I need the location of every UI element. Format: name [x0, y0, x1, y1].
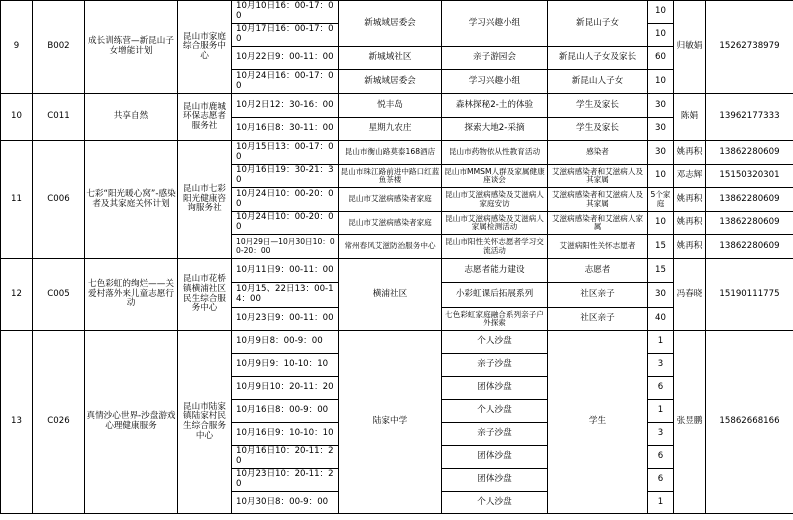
activity-time: 10月16日10：20-11：20	[232, 446, 339, 469]
project-title: 成长训练营—新昆山子女增能计划	[85, 1, 178, 94]
activity-content: 亲子沙盘	[442, 423, 548, 446]
contact-phone: 15150320301	[706, 165, 793, 188]
activity-content: 森林探秘2-土的体验	[442, 94, 548, 118]
activity-content: 团体沙盘	[442, 469, 548, 492]
activity-content: 学习兴趣小组	[442, 70, 548, 94]
activity-time: 10月22日9：00-11：00	[232, 47, 339, 70]
activity-time: 10月24日10：00-20：00	[232, 188, 339, 212]
project-title: 七彩“阳光暖心窝”-感染者及其家庭关怀计划	[85, 141, 178, 259]
row-number: 13	[1, 331, 33, 514]
activity-place: 星期九农庄	[339, 118, 442, 141]
organization: 昆山市陆家镇陆家村民生综合服务中心	[178, 331, 232, 514]
organization: 昆山市鹿城环保志愿者服务社	[178, 94, 232, 141]
participant-count: 3	[648, 354, 674, 377]
contact-person: 姚再积	[674, 235, 706, 259]
activity-target: 感染者	[548, 141, 648, 165]
activity-content: 七色彩虹家庭融合系列亲子户外探索	[442, 308, 548, 331]
row-number: 10	[1, 94, 33, 141]
contact-phone: 15262738979	[706, 1, 793, 94]
activity-target: 艾滋病感染者和艾滋病人家属	[548, 212, 648, 235]
contact-person: 邓志辉	[674, 165, 706, 188]
activity-place: 陆家中学	[339, 331, 442, 514]
activity-place: 新城域居委会	[339, 1, 442, 47]
row-number: 9	[1, 1, 33, 94]
activity-target: 艾滋病感染者和艾滋病人及其家属	[548, 188, 648, 212]
activity-target: 新昆山人子女	[548, 70, 648, 94]
activity-time: 10月23日9：00-11：00	[232, 308, 339, 331]
activity-content: 团体沙盘	[442, 446, 548, 469]
activity-content: 志愿者能力建设	[442, 259, 548, 283]
participant-count: 3	[648, 423, 674, 446]
row-number: 12	[1, 259, 33, 331]
activity-target: 志愿者	[548, 259, 648, 283]
activity-content: 学习兴趣小组	[442, 1, 548, 47]
participant-count: 15	[648, 259, 674, 283]
activity-time: 10月2日12：30-16：00	[232, 94, 339, 118]
activity-target: 艾滋病感染者和艾滋病人及其家属	[548, 165, 648, 188]
contact-phone: 13862280609	[706, 188, 793, 212]
activity-time: 10月15日13：00-17：00	[232, 141, 339, 165]
activity-target: 学生	[548, 331, 648, 514]
activity-content: 昆山市阳性关怀志愿者学习交流活动	[442, 235, 548, 259]
contact-person: 陈娟	[674, 94, 706, 141]
activity-time: 10月23日10：20-11：20	[232, 469, 339, 492]
participant-count: 6	[648, 377, 674, 400]
activity-time: 10月29日—10月30日10：00-20：00	[232, 235, 339, 259]
organization: 昆山市七彩阳光健康咨询服务社	[178, 141, 232, 259]
activity-time: 10月15、22日13：00-14：00	[232, 283, 339, 308]
participant-count: 30	[648, 94, 674, 118]
activity-time: 10月9日10：20-11：20	[232, 377, 339, 400]
activity-time: 10月11日9：00-11：00	[232, 259, 339, 283]
activity-place: 昆山市珠江路前进中路口红蓝鱼茶楼	[339, 165, 442, 188]
table-row	[1, 94, 793, 118]
project-code: C005	[33, 259, 85, 331]
participant-count: 15	[648, 235, 674, 259]
activity-content: 团体沙盘	[442, 377, 548, 400]
contact-phone: 15862668166	[706, 331, 793, 514]
table-row	[1, 1, 793, 24]
activity-content: 昆山市药物依从性教育活动	[442, 141, 548, 165]
activity-time: 10月9日8：00-9：00	[232, 331, 339, 354]
project-code: C006	[33, 141, 85, 259]
participant-count: 6	[648, 469, 674, 492]
participant-count: 10	[648, 1, 674, 24]
project-code: B002	[33, 1, 85, 94]
project-code: C011	[33, 94, 85, 141]
activity-target: 社区亲子	[548, 283, 648, 308]
contact-phone: 13862280609	[706, 212, 793, 235]
participant-count: 30	[648, 118, 674, 141]
participant-count: 6	[648, 446, 674, 469]
contact-person: 姚再积	[674, 212, 706, 235]
organization: 昆山市花桥镇横浦社区民生综合服务中心	[178, 259, 232, 331]
activity-place: 昆山市艾滋病感染者家庭	[339, 188, 442, 212]
row-number: 11	[1, 141, 33, 259]
participant-count: 30	[648, 283, 674, 308]
activity-place: 常州春风艾滋防治服务中心	[339, 235, 442, 259]
participant-count: 10	[648, 24, 674, 47]
activity-content: 昆山市艾滋病感染及艾滋病人家属检测活动	[442, 212, 548, 235]
activity-time: 10月16日8：00-9：00	[232, 400, 339, 423]
table-row	[1, 331, 793, 354]
activity-place: 悦丰岛	[339, 94, 442, 118]
activity-time: 10月9日9：10-10：10	[232, 354, 339, 377]
project-title: 真情沙心世界-沙盘游戏心理健康服务	[85, 331, 178, 514]
activity-target: 社区亲子	[548, 308, 648, 331]
activity-target: 学生及家长	[548, 94, 648, 118]
activity-time: 10月16日8：30-11：00	[232, 118, 339, 141]
activity-place: 横浦社区	[339, 259, 442, 331]
table-row	[1, 141, 793, 165]
participant-count: 10	[648, 70, 674, 94]
table-row	[1, 259, 793, 283]
activity-content: 亲子游园会	[442, 47, 548, 70]
activity-time: 10月30日8：00-9：00	[232, 492, 339, 514]
contact-phone: 15190111775	[706, 259, 793, 331]
contact-person: 冯春晓	[674, 259, 706, 331]
participant-count: 10	[648, 165, 674, 188]
activity-content: 昆山市MMSM人群及家属健康座谈会	[442, 165, 548, 188]
contact-person: 张昱鹏	[674, 331, 706, 514]
activity-target: 新昆山子女	[548, 1, 648, 47]
contact-phone: 13862280609	[706, 235, 793, 259]
participant-count: 60	[648, 47, 674, 70]
project-code: C026	[33, 331, 85, 514]
activity-place: 昆山市衡山路莫泰168酒店	[339, 141, 442, 165]
participant-count: 5个家庭	[648, 188, 674, 212]
participant-count: 10	[648, 212, 674, 235]
activity-content: 个人沙盘	[442, 492, 548, 514]
activity-target: 学生及家长	[548, 118, 648, 141]
activity-content: 个人沙盘	[442, 331, 548, 354]
contact-person: 姚再积	[674, 141, 706, 165]
contact-phone: 13962177333	[706, 94, 793, 141]
activity-content: 个人沙盘	[442, 400, 548, 423]
participant-count: 1	[648, 331, 674, 354]
contact-phone: 13862280609	[706, 141, 793, 165]
contact-person: 姚再积	[674, 188, 706, 212]
activity-content: 探索大地2-采摘	[442, 118, 548, 141]
activity-time: 10月10日16：00-17：00	[232, 1, 339, 24]
activity-time: 10月24日16：00-17：00	[232, 70, 339, 94]
organization: 昆山市家庭综合服务中心	[178, 1, 232, 94]
participant-count: 1	[648, 400, 674, 423]
project-title: 共享自然	[85, 94, 178, 141]
activity-time: 10月17日16：00-17：00	[232, 24, 339, 47]
activity-place: 昆山市艾滋病感染者家庭	[339, 212, 442, 235]
participant-count: 1	[648, 492, 674, 514]
contact-person: 归敏娟	[674, 1, 706, 94]
activity-content: 昆山市艾滋病感染及艾滋病人家庭安访	[442, 188, 548, 212]
activity-time: 10月24日10：00-20：00	[232, 212, 339, 235]
activity-content: 小彩虹课后拓展系列	[442, 283, 548, 308]
activity-target: 艾滋病阳性关怀志愿者	[548, 235, 648, 259]
participant-count: 30	[648, 141, 674, 165]
activity-target: 新昆山人子女及家长	[548, 47, 648, 70]
project-title: 七色彩虹的绚烂——关爱村落外来儿童志愿行动	[85, 259, 178, 331]
activity-content: 亲子沙盘	[442, 354, 548, 377]
activity-time: 10月16日19：30-21：30	[232, 165, 339, 188]
participant-count: 40	[648, 308, 674, 331]
activity-place: 新城域社区	[339, 47, 442, 70]
activity-place: 新城域居委会	[339, 70, 442, 94]
activity-time: 10月16日9：10-10：10	[232, 423, 339, 446]
